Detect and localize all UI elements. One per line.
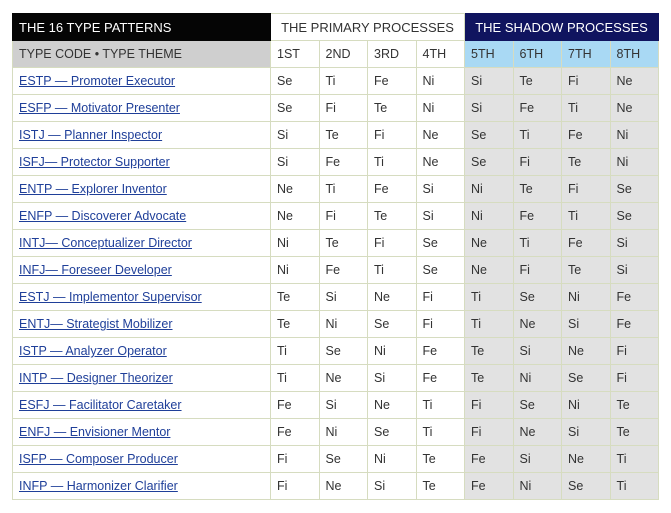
shadow-process-cell: Se <box>610 203 659 230</box>
position-heading-2nd: 2ND <box>319 41 368 68</box>
primary-process-cell: Se <box>271 68 320 95</box>
type-cell <box>13 311 271 338</box>
primary-processes-heading: THE PRIMARY PROCESSES <box>271 14 465 41</box>
shadow-process-cell: Si <box>513 446 562 473</box>
position-heading-5th: 5TH <box>465 41 514 68</box>
shadow-process-cell: Ti <box>513 230 562 257</box>
type-patterns-table <box>12 13 659 500</box>
primary-process-cell: Fi <box>271 446 320 473</box>
shadow-process-cell: Ti <box>465 284 514 311</box>
shadow-process-cell: Ti <box>562 203 611 230</box>
primary-process-cell: Fe <box>416 338 465 365</box>
position-heading-4th: 4TH <box>416 41 465 68</box>
type-link[interactable]: ISFJ— Protector Supporter <box>19 155 170 169</box>
primary-process-cell: Ti <box>368 257 417 284</box>
shadow-process-cell: Ne <box>610 68 659 95</box>
table-body <box>13 68 659 500</box>
position-heading-7th: 7TH <box>562 41 611 68</box>
shadow-process-cell: Se <box>465 149 514 176</box>
primary-process-cell: Fe <box>368 68 417 95</box>
position-heading-6th: 6TH <box>513 41 562 68</box>
primary-process-cell: Te <box>368 95 417 122</box>
primary-process-cell: Fe <box>319 257 368 284</box>
primary-process-cell: Fi <box>271 473 320 500</box>
shadow-process-cell: Fe <box>465 473 514 500</box>
shadow-process-cell: Fi <box>465 419 514 446</box>
shadow-process-cell: Ni <box>465 203 514 230</box>
type-code-theme-heading: TYPE CODE • TYPE THEME <box>13 41 271 68</box>
primary-process-cell: Fi <box>368 230 417 257</box>
primary-process-cell: Ni <box>271 230 320 257</box>
shadow-process-cell: Fi <box>465 392 514 419</box>
primary-process-cell: Ti <box>271 365 320 392</box>
table-row <box>13 122 659 149</box>
primary-process-cell: Ti <box>368 149 417 176</box>
type-link[interactable]: ISFP — Composer Producer <box>19 452 178 466</box>
primary-process-cell: Se <box>416 230 465 257</box>
primary-process-cell: Ti <box>319 176 368 203</box>
primary-process-cell: Fi <box>319 95 368 122</box>
primary-process-cell: Ne <box>368 284 417 311</box>
table-row <box>13 284 659 311</box>
type-link[interactable]: ENFJ — Envisioner Mentor <box>19 425 171 439</box>
shadow-process-cell: Ni <box>610 149 659 176</box>
primary-process-cell: Si <box>368 473 417 500</box>
primary-process-cell: Fe <box>368 176 417 203</box>
primary-process-cell: Ti <box>271 338 320 365</box>
shadow-process-cell: Fi <box>610 365 659 392</box>
shadow-process-cell: Fe <box>465 446 514 473</box>
primary-process-cell: Te <box>368 203 417 230</box>
shadow-process-cell: Ni <box>513 365 562 392</box>
shadow-process-cell: Te <box>610 419 659 446</box>
table-row <box>13 392 659 419</box>
type-cell <box>13 95 271 122</box>
primary-process-cell: Fe <box>271 392 320 419</box>
shadow-process-cell: Se <box>610 176 659 203</box>
shadow-process-cell: Fi <box>513 149 562 176</box>
shadow-process-cell: Ne <box>513 311 562 338</box>
primary-process-cell: Ni <box>416 95 465 122</box>
shadow-process-cell: Fe <box>513 203 562 230</box>
type-link[interactable]: INFJ— Foreseer Developer <box>19 263 172 277</box>
shadow-process-cell: Fe <box>562 230 611 257</box>
primary-process-cell: Fi <box>319 203 368 230</box>
shadow-processes-heading: THE SHADOW PROCESSES <box>465 14 659 41</box>
shadow-process-cell: Te <box>465 338 514 365</box>
type-cell <box>13 257 271 284</box>
type-link[interactable]: INFP — Harmonizer Clarifier <box>19 479 178 493</box>
type-link[interactable]: INTJ— Conceptualizer Director <box>19 236 192 250</box>
position-heading-1st: 1ST <box>271 41 320 68</box>
primary-process-cell: Ni <box>319 419 368 446</box>
primary-process-cell: Te <box>271 311 320 338</box>
type-cell <box>13 473 271 500</box>
type-cell <box>13 230 271 257</box>
primary-process-cell: Se <box>319 446 368 473</box>
primary-process-cell: Fe <box>416 365 465 392</box>
shadow-process-cell: Ni <box>465 176 514 203</box>
shadow-process-cell: Si <box>562 311 611 338</box>
shadow-process-cell: Si <box>465 68 514 95</box>
type-cell <box>13 392 271 419</box>
type-cell <box>13 419 271 446</box>
primary-process-cell: Si <box>368 365 417 392</box>
shadow-process-cell: Si <box>562 419 611 446</box>
type-cell <box>13 446 271 473</box>
shadow-process-cell: Se <box>562 473 611 500</box>
shadow-process-cell: Fe <box>562 122 611 149</box>
primary-process-cell: Fi <box>368 122 417 149</box>
primary-process-cell: Se <box>368 419 417 446</box>
shadow-process-cell: Ne <box>610 95 659 122</box>
shadow-process-cell: Ne <box>513 419 562 446</box>
table-row <box>13 311 659 338</box>
primary-process-cell: Te <box>319 230 368 257</box>
type-cell <box>13 176 271 203</box>
shadow-process-cell: Ne <box>562 446 611 473</box>
shadow-process-cell: Te <box>562 149 611 176</box>
type-cell <box>13 68 271 95</box>
shadow-process-cell: Ni <box>562 392 611 419</box>
shadow-process-cell: Fi <box>610 338 659 365</box>
primary-process-cell: Ne <box>319 365 368 392</box>
type-link[interactable]: ISTP — Analyzer Operator <box>19 344 167 358</box>
shadow-process-cell: Se <box>513 284 562 311</box>
shadow-process-cell: Si <box>513 338 562 365</box>
primary-process-cell: Fi <box>416 311 465 338</box>
table-row <box>13 68 659 95</box>
shadow-process-cell: Fe <box>610 284 659 311</box>
shadow-process-cell: Ne <box>465 230 514 257</box>
primary-process-cell: Ni <box>416 68 465 95</box>
shadow-process-cell: Te <box>513 68 562 95</box>
type-cell <box>13 338 271 365</box>
shadow-process-cell: Se <box>465 122 514 149</box>
primary-process-cell: Se <box>416 257 465 284</box>
shadow-process-cell: Ti <box>562 95 611 122</box>
shadow-process-cell: Fe <box>610 311 659 338</box>
primary-process-cell: Si <box>271 149 320 176</box>
primary-process-cell: Ni <box>319 311 368 338</box>
primary-process-cell: Si <box>271 122 320 149</box>
table-row <box>13 365 659 392</box>
type-cell <box>13 149 271 176</box>
position-heading-8th: 8TH <box>610 41 659 68</box>
type-patterns-table-container <box>12 13 659 500</box>
type-cell <box>13 122 271 149</box>
table-row <box>13 446 659 473</box>
table-row <box>13 95 659 122</box>
shadow-process-cell: Te <box>562 257 611 284</box>
shadow-process-cell: Te <box>610 392 659 419</box>
shadow-process-cell: Ni <box>513 473 562 500</box>
table-row <box>13 176 659 203</box>
primary-process-cell: Se <box>368 311 417 338</box>
primary-process-cell: Ti <box>416 392 465 419</box>
shadow-process-cell: Si <box>465 95 514 122</box>
header-row-groups <box>13 14 659 41</box>
primary-process-cell: Se <box>319 338 368 365</box>
header-row-positions <box>13 41 659 68</box>
type-link[interactable]: ESFP — Motivator Presenter <box>19 101 180 115</box>
table-row <box>13 203 659 230</box>
shadow-process-cell: Fe <box>513 95 562 122</box>
primary-process-cell: Fe <box>271 419 320 446</box>
table-row <box>13 473 659 500</box>
shadow-process-cell: Te <box>513 176 562 203</box>
primary-process-cell: Si <box>416 203 465 230</box>
primary-process-cell: Te <box>416 446 465 473</box>
primary-process-cell: Si <box>319 392 368 419</box>
primary-process-cell: Te <box>271 284 320 311</box>
shadow-process-cell: Ti <box>610 446 659 473</box>
primary-process-cell: Si <box>416 176 465 203</box>
primary-process-cell: Fi <box>416 284 465 311</box>
primary-process-cell: Ni <box>368 446 417 473</box>
shadow-process-cell: Ne <box>562 338 611 365</box>
shadow-process-cell: Ni <box>562 284 611 311</box>
primary-process-cell: Ne <box>368 392 417 419</box>
type-cell <box>13 203 271 230</box>
primary-process-cell: Ne <box>416 149 465 176</box>
shadow-process-cell: Fi <box>513 257 562 284</box>
type-cell <box>13 284 271 311</box>
shadow-process-cell: Si <box>610 230 659 257</box>
shadow-process-cell: Fi <box>562 68 611 95</box>
table-row <box>13 419 659 446</box>
primary-process-cell: Se <box>271 95 320 122</box>
type-cell <box>13 365 271 392</box>
primary-process-cell: Si <box>319 284 368 311</box>
shadow-process-cell: Se <box>513 392 562 419</box>
type-link[interactable]: ENTJ— Strategist Mobilizer <box>19 317 173 331</box>
shadow-process-cell: Si <box>610 257 659 284</box>
shadow-process-cell: Te <box>465 365 514 392</box>
primary-process-cell: Ne <box>271 203 320 230</box>
shadow-process-cell: Se <box>562 365 611 392</box>
type-link[interactable]: ESFJ — Facilitator Caretaker <box>19 398 182 412</box>
shadow-process-cell: Ne <box>465 257 514 284</box>
type-link[interactable]: ESTP — Promoter Executor <box>19 74 176 88</box>
primary-process-cell: Ne <box>271 176 320 203</box>
table-row <box>13 230 659 257</box>
shadow-process-cell: Ti <box>513 122 562 149</box>
primary-process-cell: Ni <box>368 338 417 365</box>
type-link[interactable]: ESTJ — Implementor Supervisor <box>19 290 202 304</box>
primary-process-cell: Ti <box>319 68 368 95</box>
table-row <box>13 257 659 284</box>
shadow-process-cell: Fi <box>562 176 611 203</box>
type-link[interactable]: ISTJ — Planner Inspector <box>19 128 163 142</box>
shadow-process-cell: Ti <box>465 311 514 338</box>
type-link[interactable]: ENFP — Discoverer Advocate <box>19 209 187 223</box>
position-heading-3rd: 3RD <box>368 41 417 68</box>
table-row <box>13 149 659 176</box>
type-link[interactable]: INTP — Designer Theorizer <box>19 371 173 385</box>
primary-process-cell: Ni <box>271 257 320 284</box>
table-row <box>13 338 659 365</box>
table-title: THE 16 TYPE PATTERNS <box>13 14 271 41</box>
primary-process-cell: Ne <box>416 122 465 149</box>
primary-process-cell: Te <box>319 122 368 149</box>
shadow-process-cell: Ni <box>610 122 659 149</box>
primary-process-cell: Fe <box>319 149 368 176</box>
primary-process-cell: Te <box>416 473 465 500</box>
type-link[interactable]: ENTP — Explorer Inventor <box>19 182 167 196</box>
shadow-process-cell: Ti <box>610 473 659 500</box>
primary-process-cell: Ti <box>416 419 465 446</box>
primary-process-cell: Ne <box>319 473 368 500</box>
